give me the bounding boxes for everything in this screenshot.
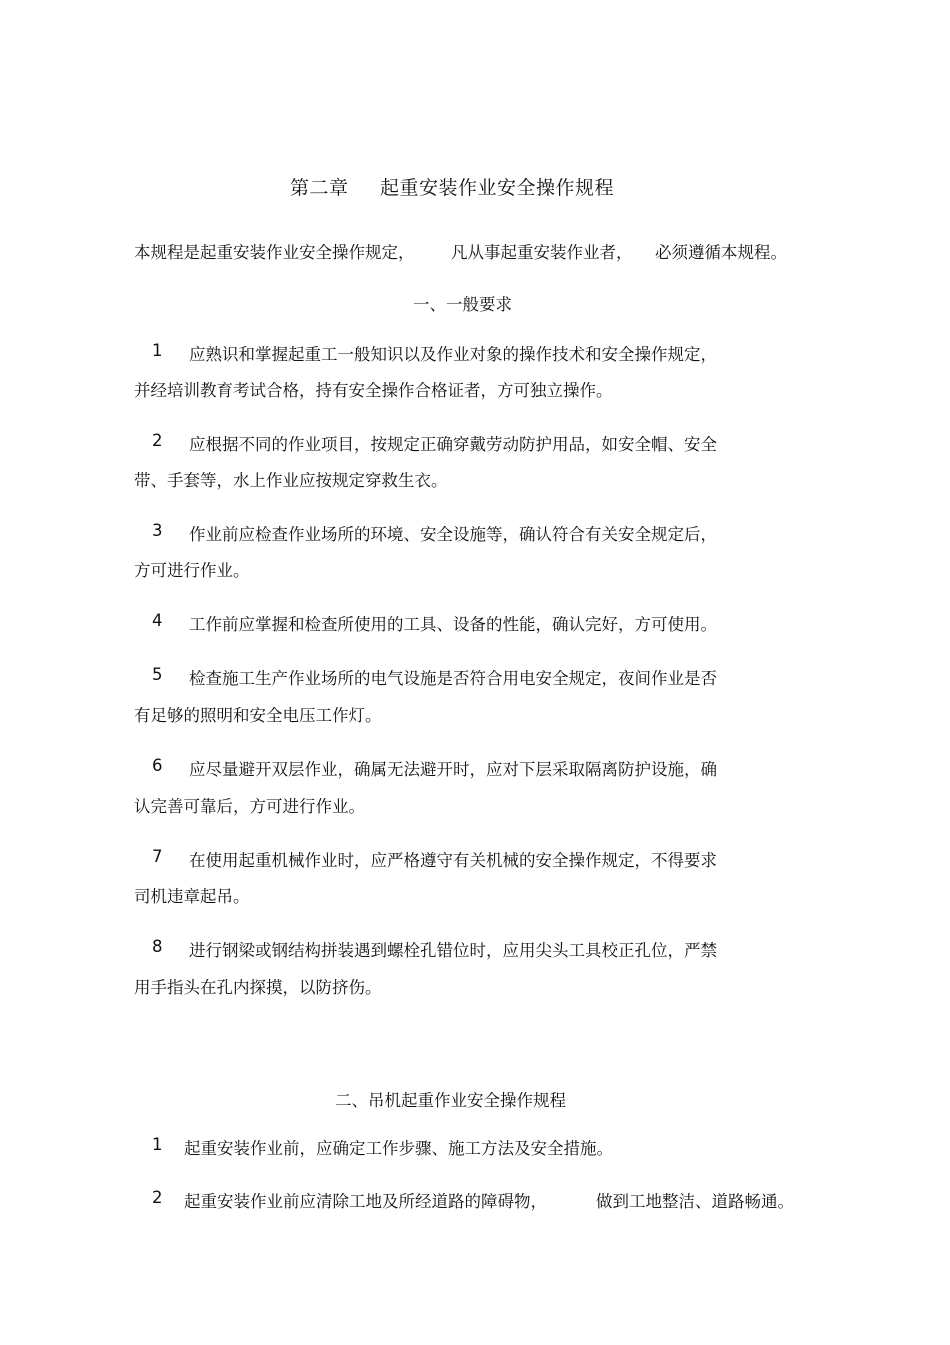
- item-number: 4: [152, 611, 163, 630]
- item-line-1: 在使用起重机械作业时，应严格遵守有关机械的安全操作规定，不得要求: [189, 851, 717, 870]
- item-line-1: 进行钢梁或钢结构拼装遇到螺栓孔错位时，应用尖头工具校正孔位，严禁: [189, 941, 717, 960]
- item-line-1: 应尽量避开双层作业，确属无法避开时，应对下层采取隔离防护设施，确: [189, 760, 717, 779]
- chapter-title: 起重安装作业安全操作规程: [380, 177, 615, 199]
- item-line-1: 检查施工生产作业场所的电气设施是否符合用电安全规定，夜间作业是否: [189, 669, 717, 688]
- item-number: 8: [152, 937, 163, 956]
- intro-part-2: 凡从事起重安装作业者，: [451, 243, 633, 262]
- item-line-2: 用手指头在孔内探摸，以防挤伤。: [134, 978, 382, 997]
- item-line-2: 方可进行作业。: [134, 561, 250, 580]
- item-number: 2: [152, 1188, 163, 1207]
- item-number: 1: [152, 1135, 163, 1154]
- section-1-heading: 一、一般要求: [413, 295, 512, 314]
- item-line-1: 作业前应检查作业场所的环境、安全设施等，确认符合有关安全规定后，: [189, 525, 717, 544]
- item-number: 6: [152, 756, 163, 775]
- item-text-part-2: 做到工地整洁、道路畅通。: [596, 1192, 794, 1211]
- item-number: 7: [152, 847, 163, 866]
- item-line-1: 应根据不同的作业项目，按规定正确穿戴劳动防护用品，如安全帽、安全: [189, 435, 717, 454]
- item-number: 2: [152, 431, 163, 450]
- item-line-2: 并经培训教育考试合格，持有安全操作合格证者，方可独立操作。: [134, 381, 613, 400]
- item-line-2: 司机违章起吊。: [134, 887, 250, 906]
- item-line-1: 工作前应掌握和检查所使用的工具、设备的性能，确认完好，方可使用。: [189, 615, 717, 634]
- item-text-part-1: 起重安装作业前应清除工地及所经道路的障碍物，: [184, 1192, 547, 1211]
- item-line-2: 带、手套等，水上作业应按规定穿救生衣。: [134, 471, 448, 490]
- item-line-1: 应熟识和掌握起重工一般知识以及作业对象的操作技术和安全操作规定，: [189, 345, 717, 364]
- section-2-heading: 二、吊机起重作业安全操作规程: [335, 1091, 566, 1110]
- intro-part-3: 必须遵循本规程。: [655, 243, 787, 262]
- chapter-label: 第二章: [290, 177, 349, 199]
- item-line-2: 认完善可靠后，方可进行作业。: [134, 797, 365, 816]
- item-number: 1: [152, 341, 163, 360]
- intro-part-1: 本规程是起重安装作业安全操作规定，: [134, 243, 415, 262]
- item-number: 3: [152, 521, 163, 540]
- item-number: 5: [152, 665, 163, 684]
- item-text: 起重安装作业前，应确定工作步骤、施工方法及安全措施。: [184, 1139, 613, 1158]
- item-line-2: 有足够的照明和安全电压工作灯。: [134, 706, 382, 725]
